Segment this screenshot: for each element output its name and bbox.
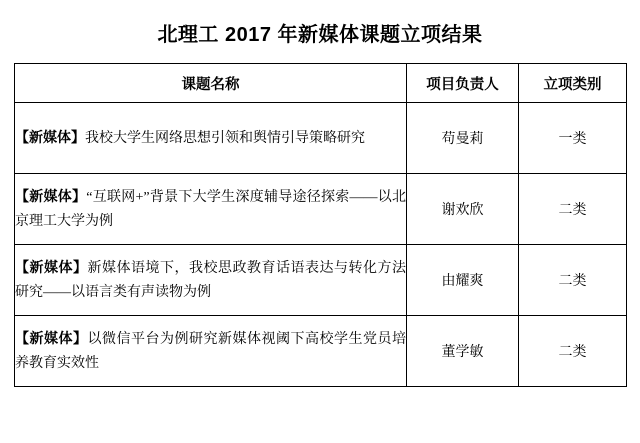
table-row xyxy=(15,245,627,316)
project-title-text: 新媒体语境下，我校思政教育话语表达与转化方法研究——以语言类有声读物为例 xyxy=(15,260,406,300)
cell-project-leader: 由耀爽 xyxy=(407,245,519,316)
category-tag: 【新媒体】 xyxy=(15,187,87,204)
column-header-title: 课题名称 xyxy=(15,64,407,103)
table-row xyxy=(15,103,627,174)
cell-project-title xyxy=(15,103,407,174)
page-title: 北理工 2017 年新媒体课题立项结果 xyxy=(157,24,483,46)
cell-project-title xyxy=(15,316,407,387)
document-page xyxy=(0,18,640,443)
category-tag: 【新媒体】 xyxy=(15,258,88,275)
cell-project-title xyxy=(15,174,407,245)
cell-project-leader: 董学敏 xyxy=(407,316,519,387)
table-body xyxy=(15,103,627,387)
cell-project-category: 二类 xyxy=(519,245,627,316)
cell-project-category: 二类 xyxy=(519,174,627,245)
table-row xyxy=(15,174,627,245)
cell-project-category: 二类 xyxy=(519,316,627,387)
table-row xyxy=(15,316,627,387)
category-tag: 【新媒体】 xyxy=(15,329,88,346)
table-header-row xyxy=(15,64,627,103)
column-header-leader: 项目负责人 xyxy=(407,64,519,103)
project-results-table xyxy=(14,63,627,387)
column-header-category: 立项类别 xyxy=(519,64,627,103)
cell-project-leader: 谢欢欣 xyxy=(407,174,519,245)
table-header xyxy=(15,64,627,103)
project-title-text: 我校大学生网络思想引领和舆情引导策略研究 xyxy=(85,130,365,146)
category-tag: 【新媒体】 xyxy=(15,128,85,145)
table-container xyxy=(0,63,640,387)
cell-project-leader: 苟曼莉 xyxy=(407,103,519,174)
project-title-text: “互联网+”背景下大学生深度辅导途径探索——以北京理工大学为例 xyxy=(15,189,407,229)
cell-project-category: 一类 xyxy=(519,103,627,174)
project-title-text: 以微信平台为例研究新媒体视阈下高校学生党员培养教育实效性 xyxy=(15,331,406,371)
cell-project-title xyxy=(15,245,407,316)
